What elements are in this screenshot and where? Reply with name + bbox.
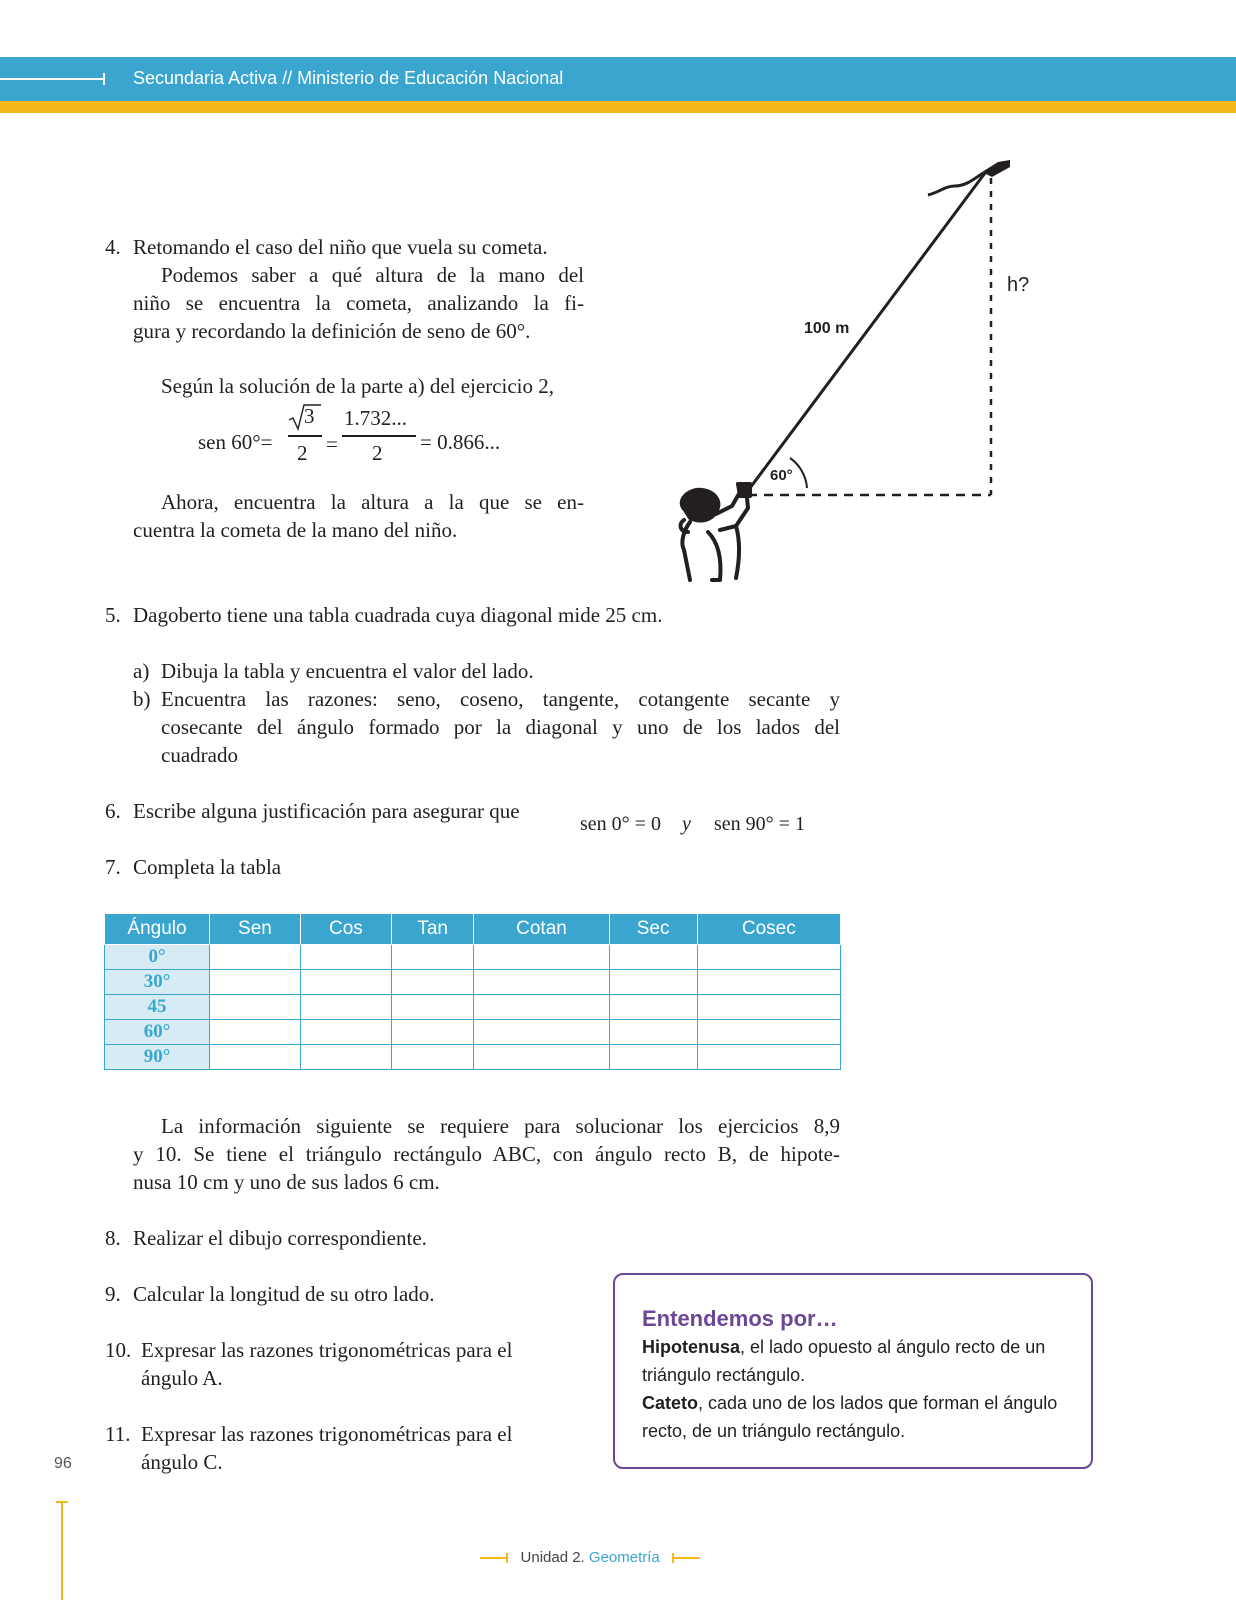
footer-dash-left xyxy=(480,1557,508,1559)
definition-hipotenusa xyxy=(642,1333,1065,1389)
footer-topic: Geometría xyxy=(588,1549,660,1566)
height-label: h? xyxy=(1007,274,1030,296)
ex5-b-line3: cuadrado xyxy=(161,743,238,767)
formula-num2: 1.732... xyxy=(344,406,407,430)
formula-fraction-decimal xyxy=(342,402,416,472)
empty-cell[interactable] xyxy=(609,970,697,995)
table-row xyxy=(105,995,841,1020)
hypotenuse-label: 100 m xyxy=(804,320,850,337)
ex4-line1: Retomando el caso del niño que vuela su cometa. xyxy=(133,235,548,259)
definitions-box xyxy=(613,1273,1093,1469)
ex7-number: 7. xyxy=(105,855,121,879)
empty-cell[interactable] xyxy=(697,970,840,995)
ex11-number: 11. xyxy=(105,1422,131,1446)
empty-cell[interactable] xyxy=(697,995,840,1020)
header-accent-band xyxy=(0,101,1236,113)
ex6-number: 6. xyxy=(105,799,121,823)
table-row xyxy=(105,1020,841,1045)
empty-cell[interactable] xyxy=(391,945,474,970)
header-rule xyxy=(0,78,104,80)
ex5-number: 5. xyxy=(105,603,121,627)
empty-cell[interactable] xyxy=(609,1045,697,1070)
empty-cell[interactable] xyxy=(391,970,474,995)
ex4-number: 4. xyxy=(105,235,121,259)
def-cateto-text: , cada uno de los lados que forman el ángulo recto, de un triángulo rectángulo. xyxy=(642,1393,1058,1441)
definitions-title: Entendemos por… xyxy=(642,1306,838,1331)
formula-fraction-sqrt3 xyxy=(288,402,322,472)
empty-cell[interactable] xyxy=(391,1020,474,1045)
footer xyxy=(480,1549,700,1566)
empty-cell[interactable] xyxy=(474,945,609,970)
empty-cell[interactable] xyxy=(210,1020,301,1045)
angle-cell: 0° xyxy=(105,945,210,970)
formula-den2: 2 xyxy=(372,441,383,465)
empty-cell[interactable] xyxy=(697,1020,840,1045)
footer-dash-right xyxy=(672,1557,700,1559)
formula-eq: = xyxy=(326,432,338,456)
empty-cell[interactable] xyxy=(300,945,391,970)
ex6-text: Escribe alguna justificación para asegurar que xyxy=(133,799,520,823)
ex4-line7: cuentra la cometa de la mano del niño. xyxy=(133,518,458,542)
empty-cell[interactable] xyxy=(474,1045,609,1070)
angle-label: 60° xyxy=(770,467,793,484)
footer-margin-line xyxy=(61,1501,63,1600)
table-header-cell: Sec xyxy=(609,914,697,945)
empty-cell[interactable] xyxy=(210,970,301,995)
empty-cell[interactable] xyxy=(609,1020,697,1045)
header-rule-tick xyxy=(103,73,105,85)
ex8-text: Realizar el dibujo correspondiente. xyxy=(133,1226,427,1250)
ex4-line4: gura y recordando la definición de seno de 60°. xyxy=(133,319,531,343)
ex9-text: Calcular la longitud de su otro lado. xyxy=(133,1282,435,1306)
empty-cell[interactable] xyxy=(300,1045,391,1070)
page-number: 96 xyxy=(54,1455,72,1472)
table-header-cell: Tan xyxy=(391,914,474,945)
fraction-bar xyxy=(342,435,416,437)
ex7-text: Completa la tabla xyxy=(133,855,282,879)
empty-cell[interactable] xyxy=(210,1045,301,1070)
ex8-number: 8. xyxy=(105,1226,121,1250)
header-title: Secundaria Activa // Ministerio de Educación Nacional xyxy=(133,68,564,88)
ex4-line3: niño se encuentra la cometa, analizando la fi- xyxy=(133,291,584,315)
kite-figure xyxy=(660,150,1060,600)
ex5-b-line1: Encuentra las razones: seno, coseno, tangente, cotangente secante y xyxy=(161,687,840,711)
kite-string xyxy=(747,173,985,492)
ex6-formula-sen0: sen 0° = 0 xyxy=(580,813,661,835)
formula-root: 3 xyxy=(304,404,315,428)
ex4-line5: Según la solución de la parte a) del ejercicio 2, xyxy=(161,374,555,398)
ex10-line2: ángulo A. xyxy=(141,1366,223,1390)
empty-cell[interactable] xyxy=(697,1045,840,1070)
formula-den1: 2 xyxy=(297,441,308,465)
ex5-a-text: Dibuja la tabla y encuentra el valor del lado. xyxy=(161,659,534,683)
empty-cell[interactable] xyxy=(300,1020,391,1045)
table-header-cell: Cosec xyxy=(697,914,840,945)
table-row xyxy=(105,970,841,995)
info-line1: La información siguiente se requiere para solucionar los ejercicios 8,9 xyxy=(161,1114,840,1138)
term-cateto: Cateto xyxy=(642,1393,699,1413)
info-line3: nusa 10 cm y uno de sus lados 6 cm. xyxy=(133,1170,440,1194)
angle-cell: 60° xyxy=(105,1020,210,1045)
definition-cateto xyxy=(642,1389,1065,1445)
table-header-row xyxy=(105,914,841,945)
table-header-cell: Ángulo xyxy=(105,914,210,945)
ex11-line2: ángulo C. xyxy=(141,1450,223,1474)
fraction-bar xyxy=(288,435,322,437)
ex5-b-line2: cosecante del ángulo formado por la diagonal y uno de los lados del xyxy=(161,715,840,739)
table-header-cell: Cos xyxy=(300,914,391,945)
empty-cell[interactable] xyxy=(474,970,609,995)
empty-cell[interactable] xyxy=(300,995,391,1020)
ex11-line1: Expresar las razones trigonométricas para el xyxy=(141,1422,513,1446)
table-row xyxy=(105,1045,841,1070)
ex4-line6: Ahora, encuentra la altura a la que se en- xyxy=(161,490,584,514)
formula-lhs: sen 60°= xyxy=(198,430,273,454)
ex6-conjunction: y xyxy=(682,813,691,835)
term-hipotenusa: Hipotenusa xyxy=(642,1337,741,1357)
ex4-line2: Podemos saber a qué altura de la mano del xyxy=(161,263,584,287)
table-header-cell: Cotan xyxy=(474,914,609,945)
table-row xyxy=(105,945,841,970)
child-icon xyxy=(681,484,750,580)
ex5-a-label: a) xyxy=(133,659,150,683)
ex10-line1: Expresar las razones trigonométricas para el xyxy=(141,1338,513,1362)
empty-cell[interactable] xyxy=(697,945,840,970)
ex5-text: Dagoberto tiene una tabla cuadrada cuya diagonal mide 25 cm. xyxy=(133,603,663,627)
formula-result: = 0.866... xyxy=(420,430,501,454)
empty-cell[interactable] xyxy=(474,995,609,1020)
ex6-formula-sen90: sen 90° = 1 xyxy=(714,813,805,835)
ex5-b-label: b) xyxy=(133,687,151,711)
def-hipotenusa-text: , el lado opuesto al ángulo recto de un triángulo rectángulo. xyxy=(642,1337,1046,1385)
ex10-number: 10. xyxy=(105,1338,132,1362)
empty-cell[interactable] xyxy=(474,1020,609,1045)
empty-cell[interactable] xyxy=(609,995,697,1020)
angle-cell: 90° xyxy=(105,1045,210,1070)
angle-cell: 45 xyxy=(105,995,210,1020)
info-line2: y 10. Se tiene el triángulo rectángulo ABC, con ángulo recto B, de hipote- xyxy=(133,1142,840,1166)
empty-cell[interactable] xyxy=(609,945,697,970)
trig-table xyxy=(104,913,841,1070)
empty-cell[interactable] xyxy=(210,995,301,1020)
empty-cell[interactable] xyxy=(391,995,474,1020)
kite-icon xyxy=(928,160,1010,195)
empty-cell[interactable] xyxy=(210,945,301,970)
ex9-number: 9. xyxy=(105,1282,121,1306)
angle-cell: 30° xyxy=(105,970,210,995)
footer-unit: Unidad 2. xyxy=(520,1549,585,1566)
table-header-cell: Sen xyxy=(210,914,301,945)
empty-cell[interactable] xyxy=(300,970,391,995)
empty-cell[interactable] xyxy=(391,1045,474,1070)
